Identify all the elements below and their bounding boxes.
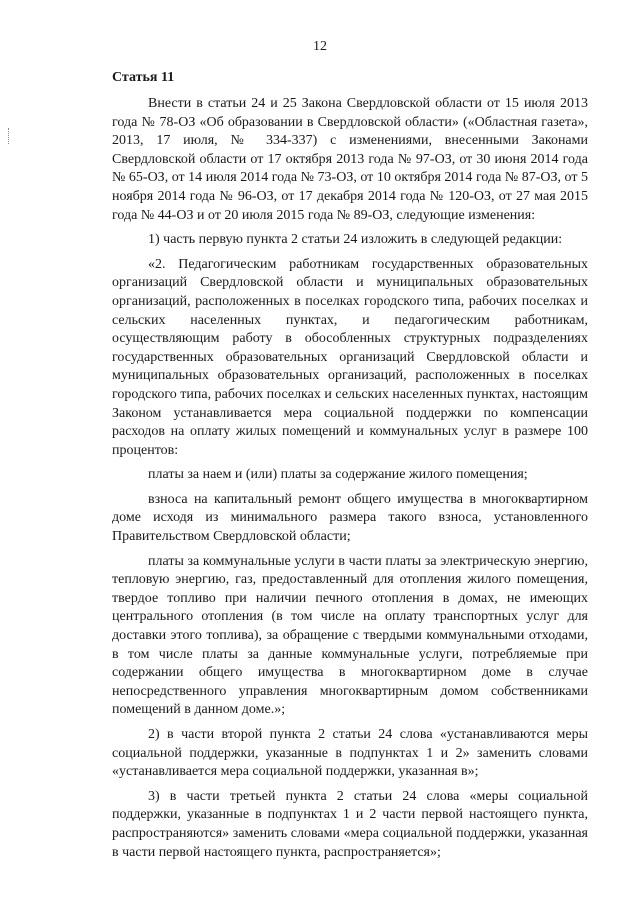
article-paragraph-intro: Внести в статьи 24 и 25 Закона Свердловской области от 15 июля 2013 года № 78-ОЗ «Об образовании в Свердловской области» («Областная газета», 2013, 17 июля, № 334-337) с изменениями, внесенными Законами Свердловской области от 17 октября 2013 года № 97-ОЗ, от 30 июня 2014 года № 65-ОЗ, от 14 июля 2014 года № 73-ОЗ, от 10 октября 2014 года № 87-ОЗ, от 5 ноября 2014 года № 96-ОЗ, от 17 декабря 2014 года № 120-ОЗ, от 27 мая 2015 года № 44-ОЗ и от 20 июля 2015 года № 89-ОЗ, следующие изменения: (112, 96, 588, 223)
list-item-utilities: платы за коммунальные услуги в части платы за электрическую энергию, тепловую энергию, газ, предоставленный для отопления жилого помещения, твердое топливо при наличии печного отопления в домах, не имеющих центрального отопления (в том числе на оплату транспортных услуг для доставки этого топлива), за обращение с твердыми коммунальными отходами, в том числе платы за данные коммунальные услуги, потребляемые при содержании общего имущества в многоквартирном доме в случае непосредственного управления многоквартирным домом собственниками помещений в данном доме.»; (112, 553, 588, 718)
list-item-rent: платы за наем и (или) платы за содержание жилого помещения; (148, 467, 528, 483)
article-body (112, 69, 588, 868)
page-number: 12 (313, 39, 327, 54)
amendment-item-3: 3) в части третьей пункта 2 статьи 24 слова «меры социальной поддержки, указанные в подпунктах 1 и 2 части первой настоящего пункта, распространяются» заменить словами «мера социальной поддержки, указанная в части первой настоящего пункта, распространяется»; (112, 788, 588, 860)
amendment-item-2: 2) в части второй пункта 2 статьи 24 слова «устанавливаются меры социальной поддержки, указанные в подпунктах 1 и 2» заменить словами «устанавливается мера социальной поддержки, указанная в»; (112, 727, 588, 780)
quoted-clause-2: «2. Педагогическим работникам государственных образовательных организаций Свердловской области и муниципальных образовательных организаций, расположенных в поселках городского типа, рабочих поселках и сельских населенных пунктах, и педагогическим работникам, осуществляющим работу в обособленных структурных подразделениях государственных образовательных организаций Свердловской области и муниципальных образовательных организаций, расположенных в поселках городского типа, рабочих поселках и сельских населенных пунктах, настоящим Законом устанавливается мера социальной поддержки по компенсации расходов на оплату жилых помещений и коммунальных услуг в размере 100 процентов: (112, 256, 588, 458)
list-item-capital-repair: взноса на капитальный ремонт общего имущества в многоквартирном доме исходя из минимального размера такого взноса, установленного Правительством Свердловской области; (112, 491, 588, 545)
amendment-item-1: 1) часть первую пункта 2 статьи 24 изложить в следующей редакции: (148, 232, 563, 248)
article-heading: Статья 11 (112, 70, 175, 85)
scan-edge-mark (8, 128, 10, 144)
